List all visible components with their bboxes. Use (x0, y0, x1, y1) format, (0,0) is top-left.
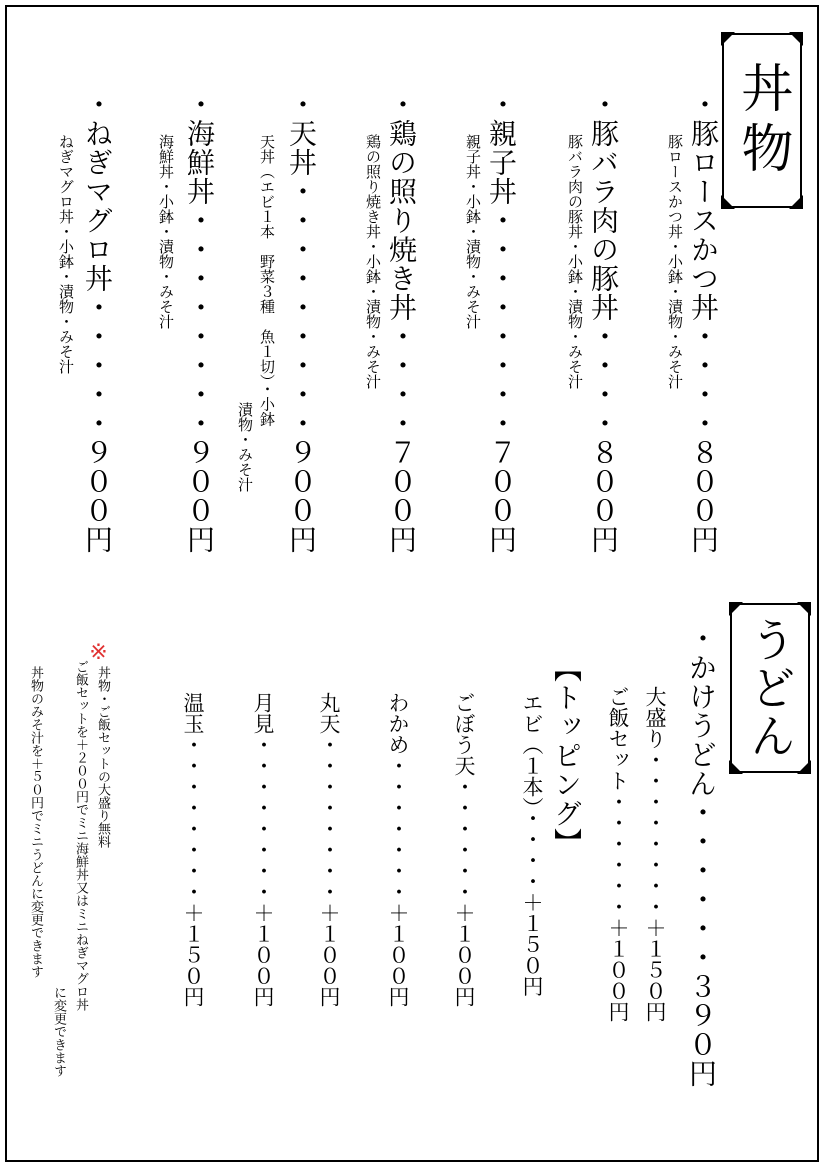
note-line-3: に変更できます (51, 986, 66, 1077)
menu-item-butadon-desc: 豚バラ肉の豚丼・小鉢・漬物・みそ汁 (566, 134, 584, 389)
menu-item-kaisendon-desc: 海鮮丼・小鉢・漬物・みそ汁 (157, 134, 175, 329)
menu-item-oyakodon: ・親子丼・・・・・・・・７００円 (485, 90, 518, 554)
menu-item-kaisendon: ・海鮮丼・・・・・・・・９００円 (183, 90, 216, 554)
option-gohan-set: ご飯セット・・・・・・＋１００円 (606, 686, 630, 1022)
menu-item-katsudon: ・豚ロースかつ丼・・・・８００円 (687, 90, 720, 554)
menu-item-kakeudon: ・かけうどん・・・・・・３９０円 (685, 624, 718, 1088)
menu-item-butadon: ・豚バラ肉の豚丼・・・・８００円 (587, 90, 620, 554)
topping-gobouten: ごぼう天・・・・・・＋１００円 (452, 692, 476, 1007)
menu-item-katsudon-desc: 豚ロースかつ丼・小鉢・漬物・みそ汁 (666, 134, 684, 389)
menu-item-tendon-desc-2: 漬物・みそ汁 (236, 402, 254, 492)
menu-item-tendon: ・天丼・・・・・・・・・９００円 (285, 90, 318, 554)
menu-item-negimagurodon-desc: ねぎマグロ丼・小鉢・漬物・みそ汁 (57, 134, 75, 374)
topping-wakame: わかめ・・・・・・・＋１００円 (386, 692, 410, 1007)
menu-item-negimagurodon: ・ねぎマグロ丼・・・・・９００円 (81, 90, 114, 554)
udon-heading: うどん (743, 616, 797, 760)
note-line-1: 丼物・ご飯セットの大盛り無料 (95, 666, 110, 848)
topping-tsukimi: 月見・・・・・・・・＋１００円 (251, 692, 275, 1007)
donburi-heading-box (722, 33, 802, 208)
menu-item-oyakodon-desc: 親子丼・小鉢・漬物・みそ汁 (464, 134, 482, 329)
note-mark: ※ (86, 640, 111, 665)
menu-item-tendon-desc: 天丼（エビ１本 野菜３種 魚１切）・小鉢 (258, 134, 276, 427)
topping-ebi: エビ（１本）・・・・＋１５０円 (520, 692, 544, 997)
option-oomori: 大盛り・・・・・・・・＋１５０円 (643, 686, 667, 1022)
topping-maruten: 丸天・・・・・・・・＋１００円 (317, 692, 341, 1007)
donburi-heading: 丼物 (732, 60, 792, 181)
topping-heading: 【トッピング】 (550, 654, 583, 857)
udon-heading-box (730, 603, 810, 773)
topping-ontama: 温玉・・・・・・・・＋１５０円 (181, 692, 205, 1007)
note-line-4: 丼物のみそ汁を＋５０円でミニうどんに変更できます (28, 666, 43, 978)
menu-item-teriyakidon-desc: 鶏の照り焼き丼・小鉢・漬物・みそ汁 (364, 134, 382, 389)
menu-item-teriyakidon: ・鶏の照り焼き丼・・・・７００円 (385, 90, 418, 554)
note-line-2: ご飯セットを＋２００円でミニ海鮮丼又はミニねぎマグロ丼 (73, 660, 88, 1011)
